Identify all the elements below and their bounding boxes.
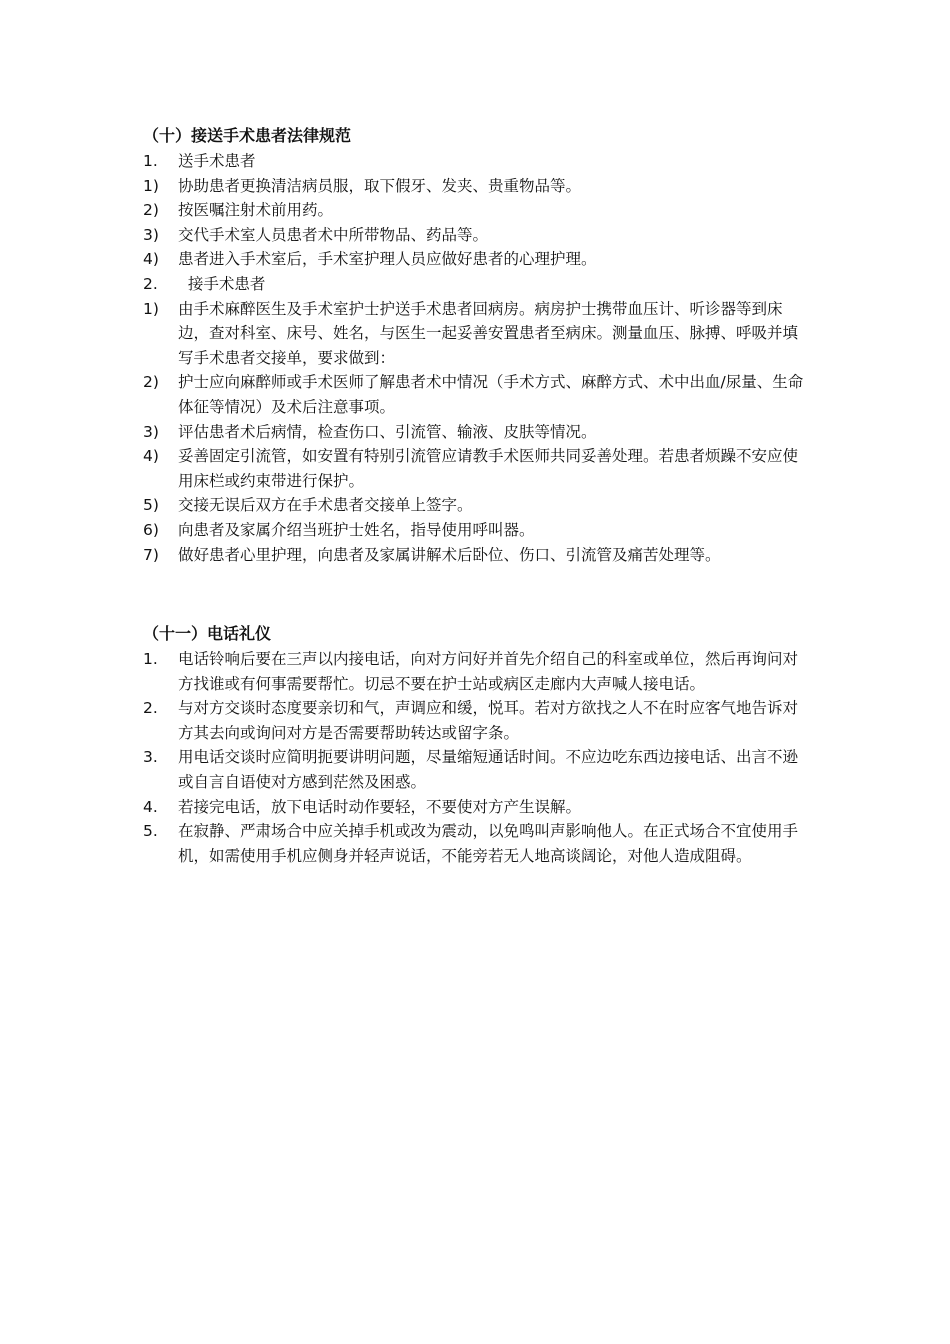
list-item xyxy=(143,420,813,445)
list-number: 2. xyxy=(143,699,158,718)
section-surgery-transfer xyxy=(143,123,813,567)
list-text: 用电话交谈时应简明扼要讲明问题，尽量缩短通话时间。不应边吃东西边接电话、出言不逊或自言自语使对方感到茫然及困惑。 xyxy=(178,748,799,791)
list-number: 3) xyxy=(143,422,159,441)
list-number: 3) xyxy=(143,225,159,244)
list-item xyxy=(143,647,813,696)
list-item xyxy=(143,174,813,199)
list-number: 4) xyxy=(143,250,159,269)
list-item xyxy=(143,272,813,297)
list-number: 6) xyxy=(143,520,159,539)
list-item xyxy=(143,297,813,371)
list-text: 与对方交谈时态度要亲切和气，声调应和缓，悦耳。若对方欲找之人不在时应客气地告诉对方其去向或询问对方是否需要帮助转达或留字条。 xyxy=(178,699,799,742)
list-item xyxy=(143,444,813,493)
section-heading: （十一）电话礼仪 xyxy=(143,624,272,643)
list-item xyxy=(143,518,813,543)
list-number: 4) xyxy=(143,447,159,466)
list-item xyxy=(143,247,813,272)
list-text: 电话铃响后要在三声以内接电话，向对方问好并首先介绍自己的科室或单位，然后再询问对方找谁或有何事需要帮忙。切忌不要在护士站或病区走廊内大声喊人接电话。 xyxy=(178,650,799,693)
list-text: 交接无误后双方在手术患者交接单上签字。 xyxy=(178,496,473,515)
list-number: 1) xyxy=(143,176,159,195)
list-text: 妥善固定引流管，如安置有特别引流管应请教手术医师共同妥善处理。若患者烦躁不安应使用床栏或约束带进行保护。 xyxy=(178,447,799,490)
list-number: 7) xyxy=(143,545,159,564)
list-item xyxy=(143,149,813,174)
list-number: 1. xyxy=(143,152,158,170)
section-phone-etiquette xyxy=(143,621,813,868)
list-item xyxy=(143,223,813,248)
list-number: 1. xyxy=(143,650,158,668)
list-text: 评估患者术后病情，检查伤口、引流管、输液、皮肤等情况。 xyxy=(178,422,597,441)
list-number: 5) xyxy=(143,496,159,515)
list-item xyxy=(143,819,813,868)
list-number: 4. xyxy=(143,797,158,816)
list-item xyxy=(143,198,813,223)
section-heading: （十）接送手术患者法律规范 xyxy=(143,126,352,145)
list-number: 3. xyxy=(143,748,158,767)
list-text: 若接完电话，放下电话时动作要轻，不要使对方产生误解。 xyxy=(178,797,582,816)
list-number: 1) xyxy=(143,299,159,318)
list-number: 5. xyxy=(143,822,158,841)
list-number: 2) xyxy=(143,373,159,392)
list-item xyxy=(143,795,813,820)
list-number: 2) xyxy=(143,201,159,220)
list-item xyxy=(143,696,813,745)
list-item xyxy=(143,370,813,419)
list-text: 护士应向麻醉师或手术医师了解患者术中情况（手术方式、麻醉方式、术中出血/尿量、生命体征等情况）及术后注意事项。 xyxy=(178,373,804,416)
list-item xyxy=(143,543,813,568)
list-number: 2. xyxy=(143,274,158,293)
list-text: 在寂静、严肃场合中应关掉手机或改为震动，以免鸣叫声影响他人。在正式场合不宜使用手机，如需使用手机应侧身并轻声说话，不能旁若无人地高谈阔论，对他人造成阻碍。 xyxy=(178,822,799,865)
list-text: 做好患者心里护理，向患者及家属讲解术后卧位、伤口、引流管及痛苦处理等。 xyxy=(178,545,721,564)
list-text: 接手术患者 xyxy=(178,274,266,293)
list-item xyxy=(143,493,813,518)
list-text: 由手术麻醉医生及手术室护士护送手术患者回病房。病房护士携带血压计、听诊器等到床边，查对科室、床号、姓名，与医生一起妥善安置患者至病床。测量血压、脉搏、呼吸并填写手术患者交接单，要求做到： xyxy=(178,299,799,367)
list-text: 按医嘱注射术前用药。 xyxy=(178,201,334,220)
list-text: 协助患者更换清洁病员服，取下假牙、发夹、贵重物品等。 xyxy=(178,176,582,195)
list-text: 交代手术室人员患者术中所带物品、药品等。 xyxy=(178,225,489,244)
list-text: 向患者及家属介绍当班护士姓名，指导使用呼叫器。 xyxy=(178,520,535,539)
list-text: 送手术患者 xyxy=(178,152,256,170)
list-text: 患者进入手术室后，手术室护理人员应做好患者的心理护理。 xyxy=(178,250,597,269)
list-item xyxy=(143,745,813,794)
